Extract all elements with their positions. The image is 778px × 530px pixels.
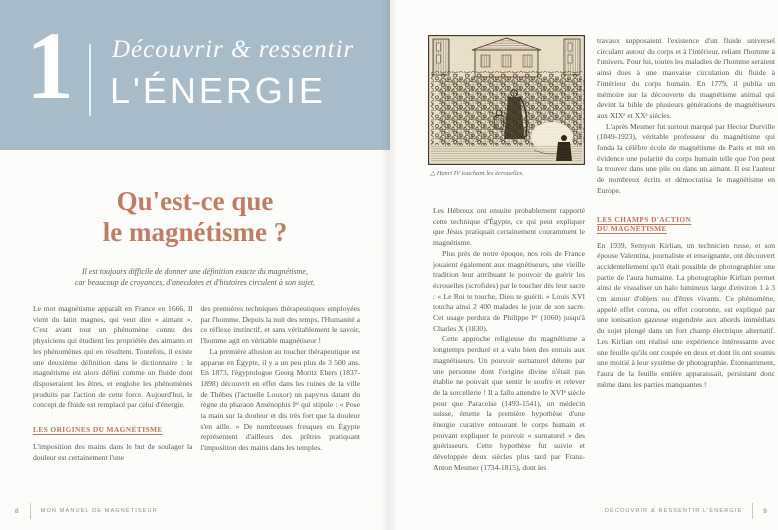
body-paragraph: Plus près de notre époque, nos rois de France jouaient également aux magnétiseurs, une vieille tradition leur attribuant le pouvoir de guérir les écrouelles (scrofules) par le toucher dès leur sacre : « Le Roi te touche, Dieu te guérit. » Louis XVI toucha ainsi 2 400 malades le jour de son sacre. Cet usage perdura de Philippe Iᵉʳ (1060) jusqu'à Charles X (1830). (433, 248, 586, 333)
footer-book-title: MON MANUEL DE MAGNÉTISEUR (40, 508, 158, 514)
lede-line1: Il est toujours difficile de donner une définition exacte du magnétisme, (82, 267, 308, 276)
left-column-1 (33, 304, 193, 463)
page-number-right: 9 (763, 507, 768, 515)
left-column-2 (201, 304, 361, 463)
chapter-number: 1 (26, 12, 74, 119)
page-title-line1: Qu'est-ce que (116, 186, 274, 216)
engraving-henri-iv (428, 35, 585, 165)
body-paragraph: Les Hébreux ont ensuite probablement rapporté cette technique d'Égypte, ce qui peut expliquer que Jésus pratiquait certainement couramment le magnétisme. (433, 206, 585, 248)
page-title (30, 186, 360, 248)
body-paragraph: Cette approche religieuse du magnétisme a longtemps perduré et a valu bien des ennuis aux magnétiseurs. Un pouvoir surnaturel détenu par une personne dont l'origine divine n'était pas établie ne pouvait que sentir le soufre et relever de la sorcellerie ! Il a fallu attendre le XVIᵉ siècle pour que Paracelse (1493-1541), un médecin suisse, émette la première hypothèse d'une énergie curative entourant le corps humain et pouvant expliquer le pouvoir « surnaturel » des guérisseurs. Cette hypothèse fut suivie et développée deux siècles plus tard par Franz-Anton Mesmer (1734-1815), dont les (433, 334, 585, 472)
body-paragraph: L'après Mesmer fut surtout marqué par Hector Durville (1849-1923), véritable professeur du magnétisme qui fonda la célèbre école de magnétisme de Paris et mit en évidence une polarité du corps humain telle que l'on peut la trouver dans une pile ou dans un aimant. Il est l'auteur de nombreux écrits et démocratisa le magnétisme en Europe. (597, 121, 775, 195)
body-paragraph: Le mot magnétisme apparaît en France en 1666. Il vient du latin magnes, qui veut dire « aimant ». C'est avant tout un phénomène connu des physiciens qui étudient les propriétés des aimants et les phénomènes qui en résultent. Toutefois, il existe une deuxième définition dans le dictionnaire : le magnétisme est alors défini comme un fluide dont disposeraient les êtres, et englobe les phénomènes produits par l'action de cette force. Aujourd'hui, le concept de fluide est remplacé par celui d'énergie. (33, 304, 193, 410)
left-page-footer (15, 503, 158, 519)
body-paragraph: travaux supposaient l'existence d'un fluide universel circulant autour du corps et à l'intérieur, reliant l'homme à l'univers. Pour lui, toutes les maladies de l'homme seraient ainsi dues à une mauvaise circulation du fluide à l'intérieur du corps humain. En 1779, il publia un mémoire sur la découverte du magnétisme animal qui devint la bible de plusieurs générations de magnétiseurs aux XIXᵉ et XXᵉ siècles. (597, 36, 775, 120)
lede-line2: car beaucoup de croyances, d'anecdotes et d'histoires circulent à son sujet. (74, 278, 316, 287)
page-title-line2: le magnétisme ? (102, 217, 288, 247)
page-gutter (381, 0, 397, 530)
chapter-banner (0, 0, 390, 150)
footer-chapter-title: DÉCOUVRIR & RESSENTIR L'ÉNERGIE (604, 508, 743, 514)
footer-divider (30, 503, 31, 519)
section-heading-line2: DU MAGNÉTISME (597, 223, 667, 233)
banner-divider (89, 44, 91, 116)
image-caption: △ Henri IV touchant les écrouelles. (430, 170, 524, 177)
right-column-1 (433, 206, 585, 474)
chapter-subtitle-script: Découvrir & ressentir (112, 36, 355, 63)
chapter-title: L'ÉNERGIE (110, 70, 326, 111)
left-page-columns (33, 304, 360, 463)
intro-lede (30, 266, 360, 288)
right-column-2 (597, 36, 775, 390)
right-page-footer (605, 503, 768, 519)
section-heading-origines: LES ORIGINES DU MAGNÉTISME (33, 425, 163, 435)
body-paragraph: L'imposition des mains dans le but de soulager la douleur est certainement l'une (33, 442, 193, 462)
section-heading-line1: LES CHAMPS D'ACTION (597, 214, 692, 224)
section-heading-champs (597, 215, 775, 233)
footer-divider (752, 503, 753, 519)
body-paragraph: des premières techniques thérapeutiques employées par l'homme. Depuis la nuit des temps, l'Humanité a ce réflexe instinctif, et sans véritablement le savoir, l'homme agit en véritable magnétiseur ! (200, 304, 360, 346)
page-number-left: 8 (15, 507, 20, 515)
body-paragraph: En 1939, Semyon Kirlian, un technicien russe, et son épouse Valentina, journaliste et enseignante, ont découvert accidentellement qu'il était possible de photographier une partie de l'aura humaine. La photographie Kirlian permet ainsi de visualiser un halo lumineux large d'environ 1 à 3 cm autour d'objets ou d'êtres vivants. Ce phénomène, appelé effet corona, ou effet couronne, est expliqué par une ionisation gazeuse engendrée aux abords immédiats du sujet plongé dans un fort champ électrique alternatif. Les Kirlian ont réalisé une expérience intéressante avec une feuille qu'ils ont coupée en deux et dont ils ont soumis une moitié à leur système de photographie. Étonnamment, l'aura de la feuille entière apparaissait, persistant donc même dans les parties manquantes ! (597, 240, 775, 389)
body-paragraph: La première allusion au toucher thérapeutique est apparue en Égypte, il y a un peu plus de 3 500 ans. En 1873, l'égyptologue Georg Moritz Ebers (1837-1898) découvrit en effet dans les ruines de la ville de Thèbes (l'actuelle Louxor) un papyrus datant du règne du pharaon Aménophis Iᵉʳ qui stipule : « Pose ta main sur la douleur et dis très fort que la douleur s'en aille. » De nombreuses fresques en Égypte représentent d'ailleurs des prêtres pratiquant l'imposition des mains dans les temples. (200, 346, 360, 453)
